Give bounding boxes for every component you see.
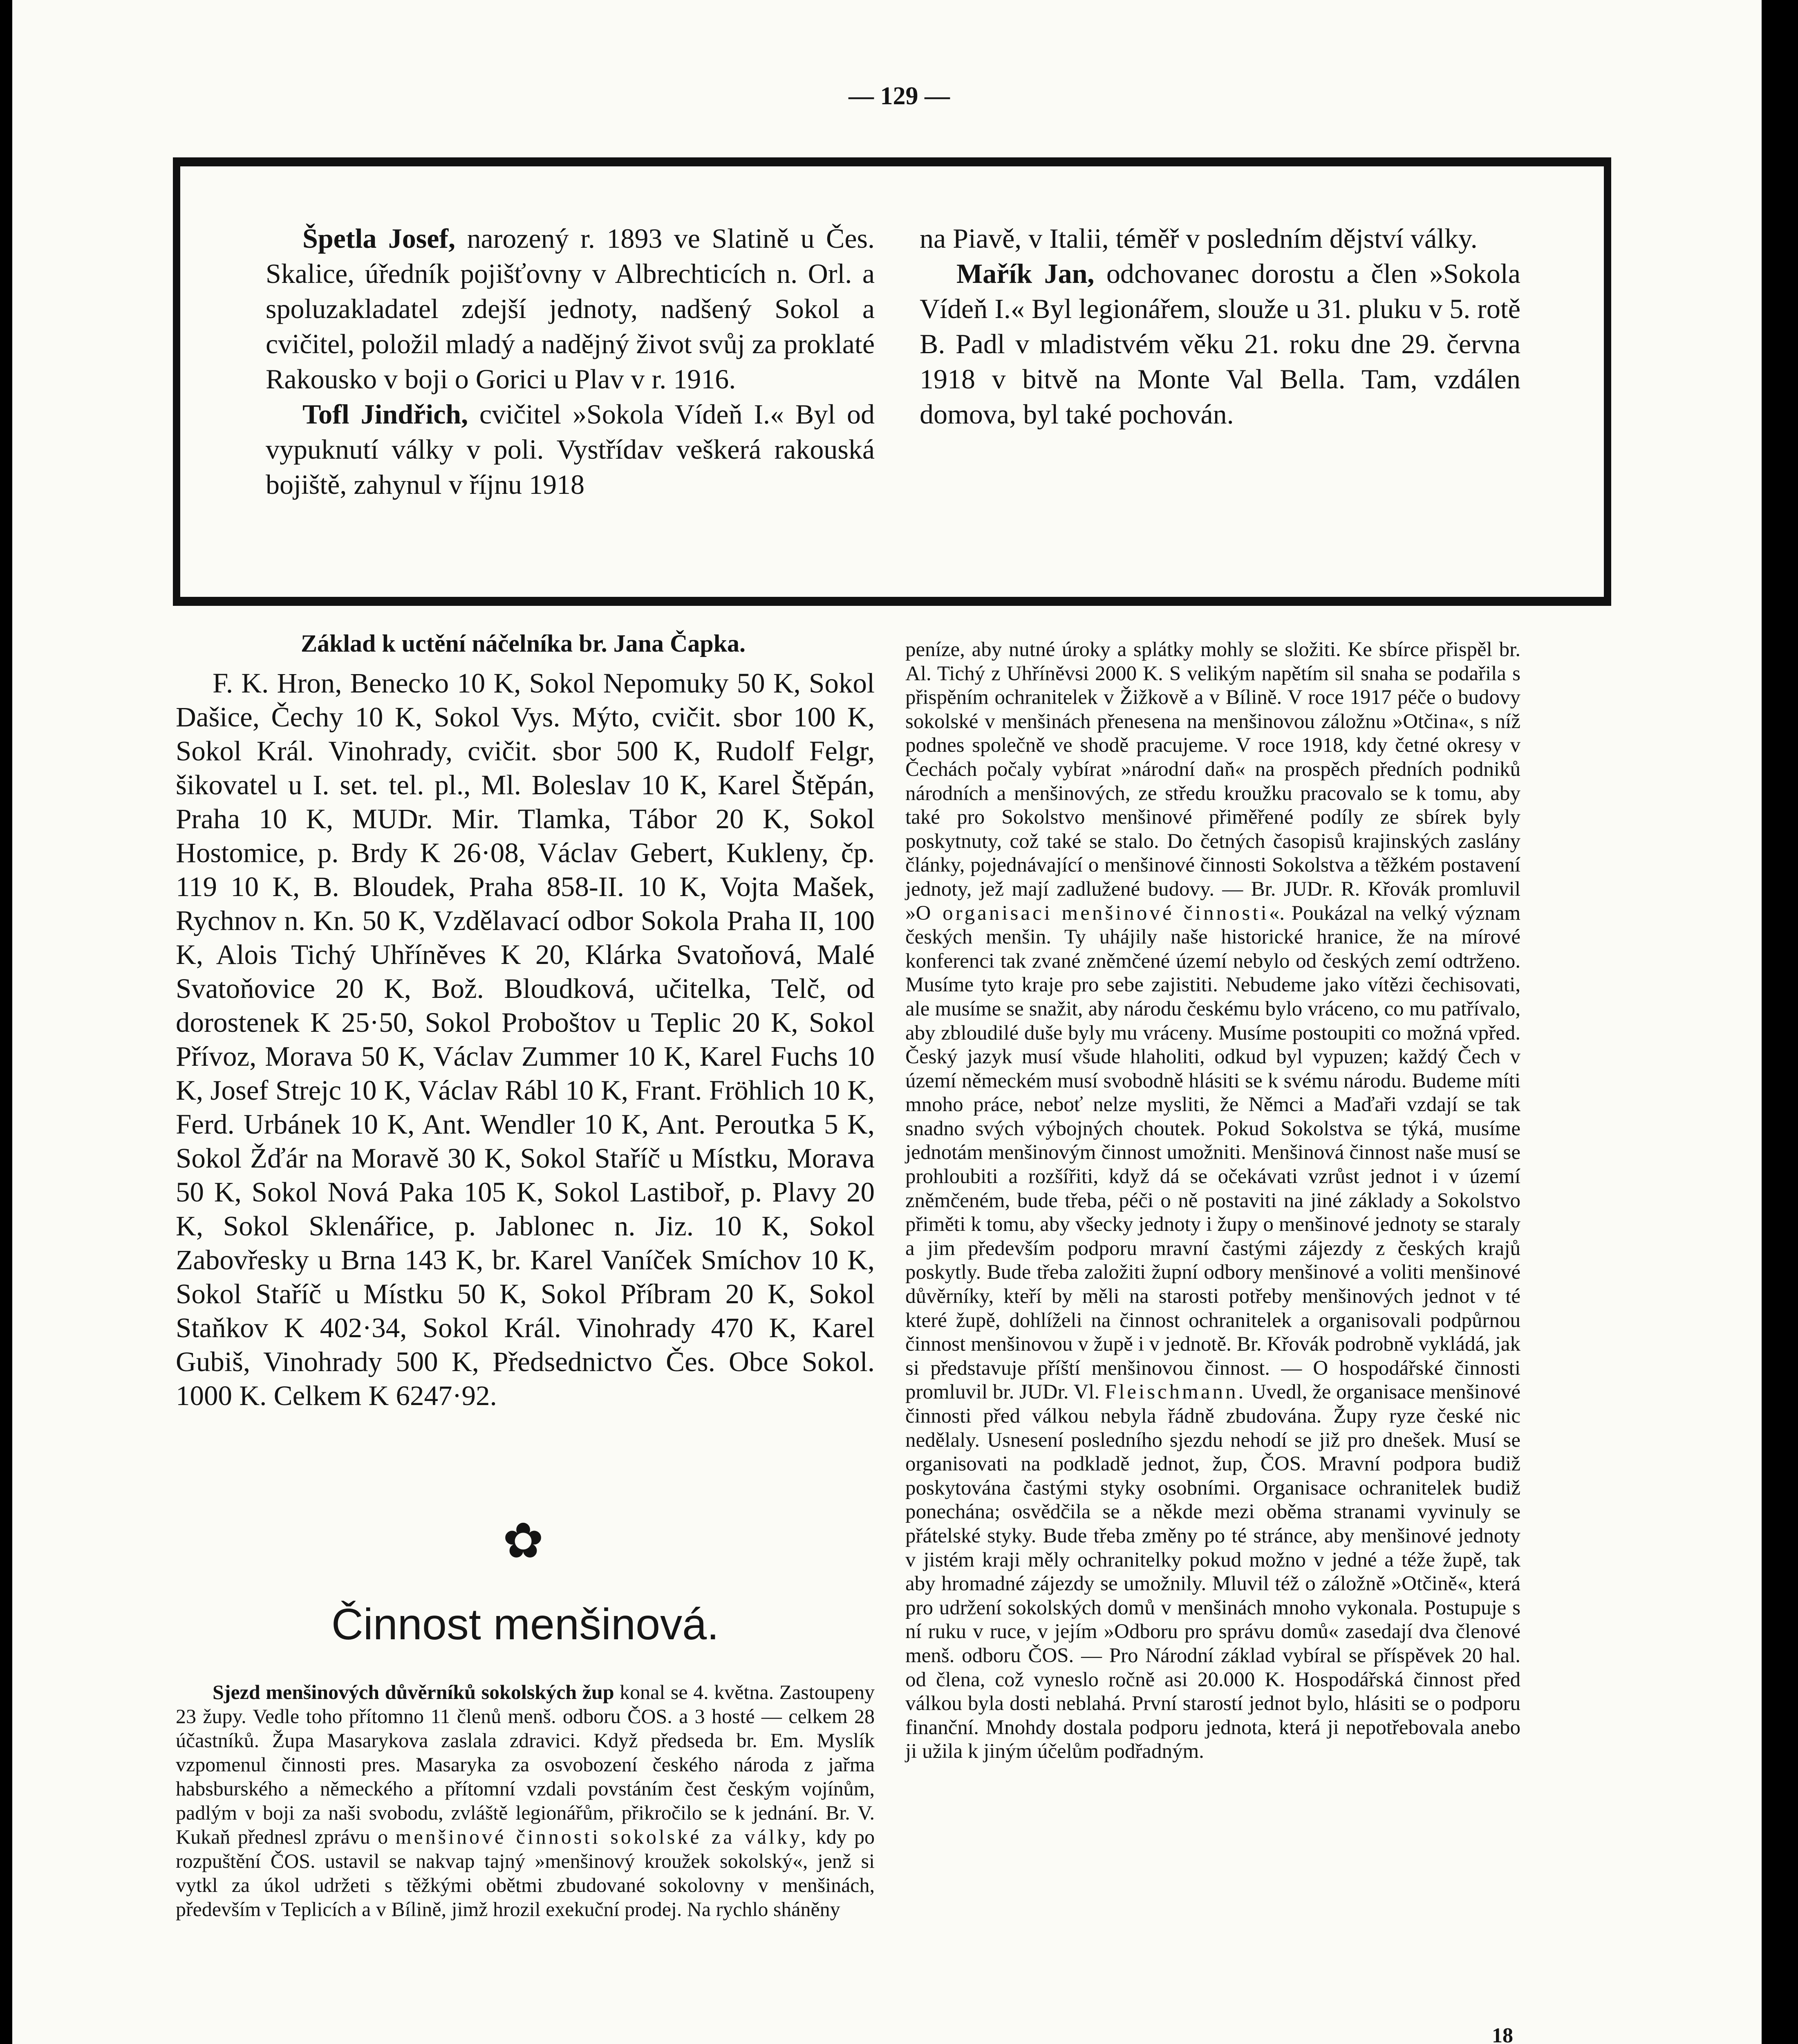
page [12, 0, 1762, 2044]
memorial-entry [920, 221, 1520, 256]
fund-list [176, 666, 875, 1413]
entry-name: Mařík Jan, [956, 258, 1095, 289]
entry-name: Tofl Jindřich, [302, 399, 468, 430]
left-article [176, 1680, 875, 1921]
entry-text: narozený r. 1893 ve Slatině u Čes. Skalice, úředník pojišťovny v Albrechticích n. Orl. a spoluzakladatel zdejší jednoty, nadšený Sokol a cvičitel, položil mladý a nadějný život svůj za proklaté Rakousko v boji o Gorici u Plav v r. 1916. [266, 223, 875, 394]
entry-text: cvičitel »Sokola Vídeň I.« Byl od vypuknutí války v poli. Vystřídav veškerá rakouská bojiště, zahynul v říjnu 1918 [266, 399, 875, 500]
article-paragraph: peníze, aby nutné úroky a splátky mohly se složiti. Ke sbírce přispěl br. Al. Tichý z Uhříněvsi 2000 K. S velikým napětím sil snaha se podařila s přispěním ochranitelek v Žižkově a v Bílině. V roce 1917 péče o budovy sokolské v menšinách přenesena na menšinovou záložnu »Otčina«, s níž podnes společně ve shodě pracujeme. V roce 1918, kdy četné okresy v Čechách počaly vybírat »národní daň« na prospěch předních podniků národních a menšinových, ze středu kroužku pracovalo se k tomu, aby také pro Sokolstvo menšinové přiměřené podíly ze sbírek byly poskytnuty, což také se stalo. Do četných časopisů krajinských zaslány články, pojednávající o menšinové činnosti Sokolstva a těžkém postavení jednoty, jež mají zadlužené budovy. — Br. JUDr. R. Křovák promluvil »O organisaci menšinové činnosti«. Poukázal na velký význam českých menšin. Ty uhájily naše historické hranice, že na mírové konferenci tak zvané zněmčené území nebylo od českých zemí odtrženo. Musíme tyto kraje pro sebe zajistiti. Nebudeme jako vítězi čechisovati, ale musíme se snažit, aby národu českému bylo vráceno, co mu patřívalo, aby zbloudilé duše byly mu vráceny. Musíme postoupiti co možná vpřed. Český jazyk musí všude hlaholiti, odkud byl vypuzen; každý Čech v území německém musí svobodně hlásiti se k svému národu. Budeme míti mnoho práce, neboť nelze mysliti, že Němci a Maďaři vzdají se tak snadno svých výbojných choutek. Pokud Sokolstva se týká, musíme jednotám menšinovým činnost umožniti. Menšinová činnost naše musí se prohloubiti a rozšířiti, když dá se očekávati vzrůst jednot i v území zněmčeném, bude třeba, péči o ně postaviti na jiné základy a Sokolstvo přiměti k tomu, aby všecky jednoty i župy o menšinové jednoty se staraly a jim především podporu mravní častými zájezdy z českých krajů poskytly. Bude třeba založiti župní odbory menšinové a voliti menšinové důvěrníky, kteří by měli na starosti potřeby menšinových jednot v té které župě, dohlíželi na činnost ochranitelek a organisovali podpůrnou činnost menšinovou v župě i v jednotě. Br. Křovák podrobně vykládá, jak si představuje příští menšinovou činnost. — O hospodářské činnosti promluvil br. JUDr. Vl. Fleischmann. Uvedl, že organisace menšinové činnosti před válkou nebyla řádně zbudována. Župy ryze české nic nedělaly. Usnesení posledního sjezdu nehodí se již pro dnešek. Musí se organisovati na podkladě jednot, žup, ČOS. Mravní podpora budiž poskytována častými styky osobními. Organisace ochranitelek budiž ponechána; osvědčila se a někde mezi oběma stranami vyvinuly se přátelské styky. Bude třeba změny po té stránce, aby menšinové jednoty v jistém kraji měly ochranitelky pokud možno v jedné a téže župě, tak aby hromadné zájezdy se umožnily. Mluvil též o záložně »Otčině«, která pro udržení sokolských domů v menšinách mnoho vykonala. Postupuje s ní ruku v ruce, v jejím »Odboru pro správu domů« zasedají dva členové menš. odboru ČOS. — Pro Národní základ vybíral se příspěvek 20 hal. od člena, což vyneslo ročně asi 20.000 K. Hospodářská činnost před válkou byla dosti neblahá. První starostí jednot bylo, hlásiti se o podporu finanční. Mnohdy dostala podporu jednota, která ji nepotřebovala anebo ji užila k jiným účelům podřadným. [905, 638, 1521, 1763]
memorial-entry [920, 256, 1520, 432]
memorial-left-column [266, 221, 875, 502]
entry-name: Špetla Josef, [302, 223, 456, 254]
article-lead: Sjezd menšinových důvěrníků sokolských žup [213, 1681, 614, 1703]
page-number: — 129 — [849, 82, 950, 110]
entry-text: na Piavě, v Italii, téměř v posledním dějství války. [920, 223, 1478, 254]
fund-text: F. K. Hron, Benecko 10 K, Sokol Nepomuky 50 K, Sokol Dašice, Čechy 10 K, Sokol Vys. Mýto, cvičit. sbor 100 K, Sokol Král. Vinohrady, cvičit. sbor 500 K, Rudolf Felgr, šikovatel u I. set. tel. pl., Ml. Boleslav 10 K, Karel Štěpán, Praha 10 K, MUDr. Mir. Tlamka, Tábor 20 K, Sokol Hostomice, p. Brdy K 26·08, Václav Gebert, Kukleny, čp. 119 10 K, B. Bloudek, Praha 858-II. 10 K, Vojta Mašek, Rychnov n. Kn. 50 K, Vzdělavací odbor Sokola Praha II, 100 K, Alois Tichý Uhříněves K 20, Klárka Svatoňová, Malé Svatoňovice 20 K, Bož. Bloudková, učitelka, Telč, od dorostenek K 25·50, Sokol Proboštov u Teplic 20 K, Sokol Přívoz, Morava 50 K, Václav Zummer 10 K, Karel Fuchs 10 K, Josef Strejc 10 K, Václav Rábl 10 K, Frant. Fröhlich 10 K, Ferd. Urbánek 10 K, Ant. Wendler 10 K, Ant. Peroutka 5 K, Sokol Žďár na Moravě 30 K, Sokol Staříč u Místku, Morava 50 K, Sokol Nová Paka 105 K, Sokol Lastibоř, p. Plavy 20 K, Sokol Sklenářice, p. Jablonec n. Jiz. 10 K, Sokol Zabovřesky u Brna 143 K, br. Karel Vaníček Smíchov 10 K, Sokol Staříč u Místku 50 K, Sokol Příbram 20 K, Sokol Staňkov K 402·34, Sokol Král. Vinohrady 470 K, Karel Gubiš, Vinohrady 500 K, Předsednictvo Čes. Obce Sokol. 1000 K. Celkem K 6247·92. [176, 668, 875, 1411]
ornament-icon: ✿ [502, 1514, 544, 1568]
section-title: Činnost menšinová. [331, 1599, 719, 1649]
signature-mark: 18 [1492, 2024, 1513, 2044]
article-paragraph: Sjezd menšinových důvěrníků sokolských žup konal se 4. května. Zastoupeny 23 župy. Vedle toho přítomno 11 členů menš. odboru ČOS. a 3 hosté — celkem 28 účastníků. Župa Masarykova zaslala zdravici. Když předseda br. Em. Myslík vzpomenul činnosti pres. Masaryka za osvobození českého národa z jařma habsburského a německého a přítomní vzdali povstáním čest českým vojínům, padlým v boji za naši svobodu, zvláště legionářům, přikročilo se k jednání. Br. V. Kukaň přednesl zprávu o menšinové činnosti sokolské za války, kdy po rozpuštění ČOS. ustavil se nakvap tajný »menšinový kroužek sokolský«, jenž si vytkl za úkol udržeti s těžkými obětmi zbudované sokolovny v menšinách, především v Teplicích a v Bílině, jimž hrozil exekuční prodej. Na rychlo sháněny [176, 1681, 875, 1921]
right-article [905, 638, 1520, 1764]
memorial-entry [266, 397, 875, 502]
entry-text: odchovanec dorostu a člen »Sokola Vídeň I.« Byl legionářem, slouže u 31. pluku v 5. rotě B. Padl v mladistvém věku 21. roku dne 29. června 1918 v bitvě na Monte Val Bella. Tam, vzdálen domova, byl také pochován. [920, 258, 1520, 430]
memorial-right-column [920, 221, 1520, 432]
fund-heading: Základ k uctění náčelníka br. Jana Čapka. [300, 630, 746, 657]
memorial-entry [266, 221, 875, 397]
